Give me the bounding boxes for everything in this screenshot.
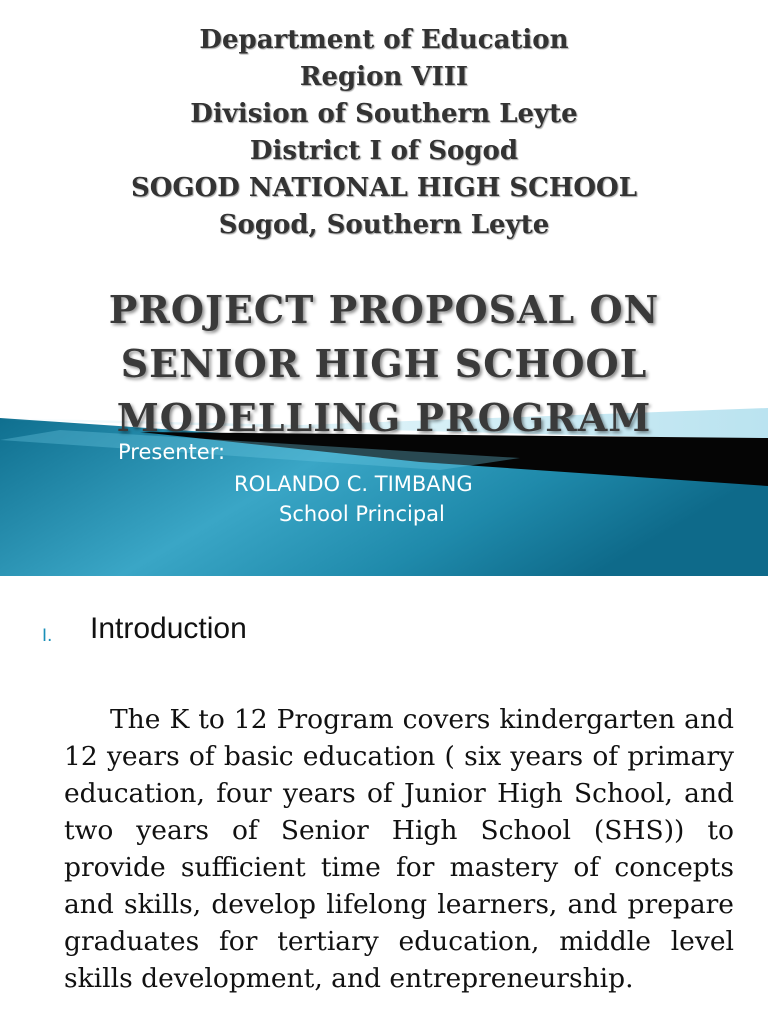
header-line: District I of Sogod bbox=[249, 136, 519, 166]
title-line: MODELLING PROGRAM bbox=[116, 395, 652, 440]
presenter-role: School Principal bbox=[279, 502, 445, 526]
presenter-name: ROLANDO C. TIMBANG bbox=[234, 472, 473, 496]
header-line: Division of Southern Leyte bbox=[190, 99, 578, 129]
title-line: SENIOR HIGH SCHOOL bbox=[120, 341, 648, 386]
header-line: Department of Education bbox=[199, 25, 569, 55]
header-line: Sogod, Southern Leyte bbox=[218, 210, 550, 240]
introduction-paragraph: The K to 12 Program covers kindergarten and 12 years of basic education ( six years of primary education, four years of Junior High School, and two years of Senior High School (SHS)) to provide sufficient time for mastery of concepts and skills, develop lifelong learners, and prepare graduates for tertiary education, middle level skills development, and entrepreneurship. bbox=[64, 704, 734, 994]
title-line: PROJECT PROPOSAL ON bbox=[108, 287, 660, 332]
section-heading: Introduction bbox=[90, 612, 247, 645]
introduction-slide bbox=[0, 576, 768, 1024]
header-line: Region VIII bbox=[299, 62, 469, 92]
proposal-title bbox=[0, 283, 768, 445]
school-header bbox=[0, 22, 768, 244]
section-number: I. bbox=[42, 626, 53, 646]
header-line: SOGOD NATIONAL HIGH SCHOOL bbox=[131, 173, 637, 203]
presenter-label: Presenter: bbox=[118, 440, 226, 464]
